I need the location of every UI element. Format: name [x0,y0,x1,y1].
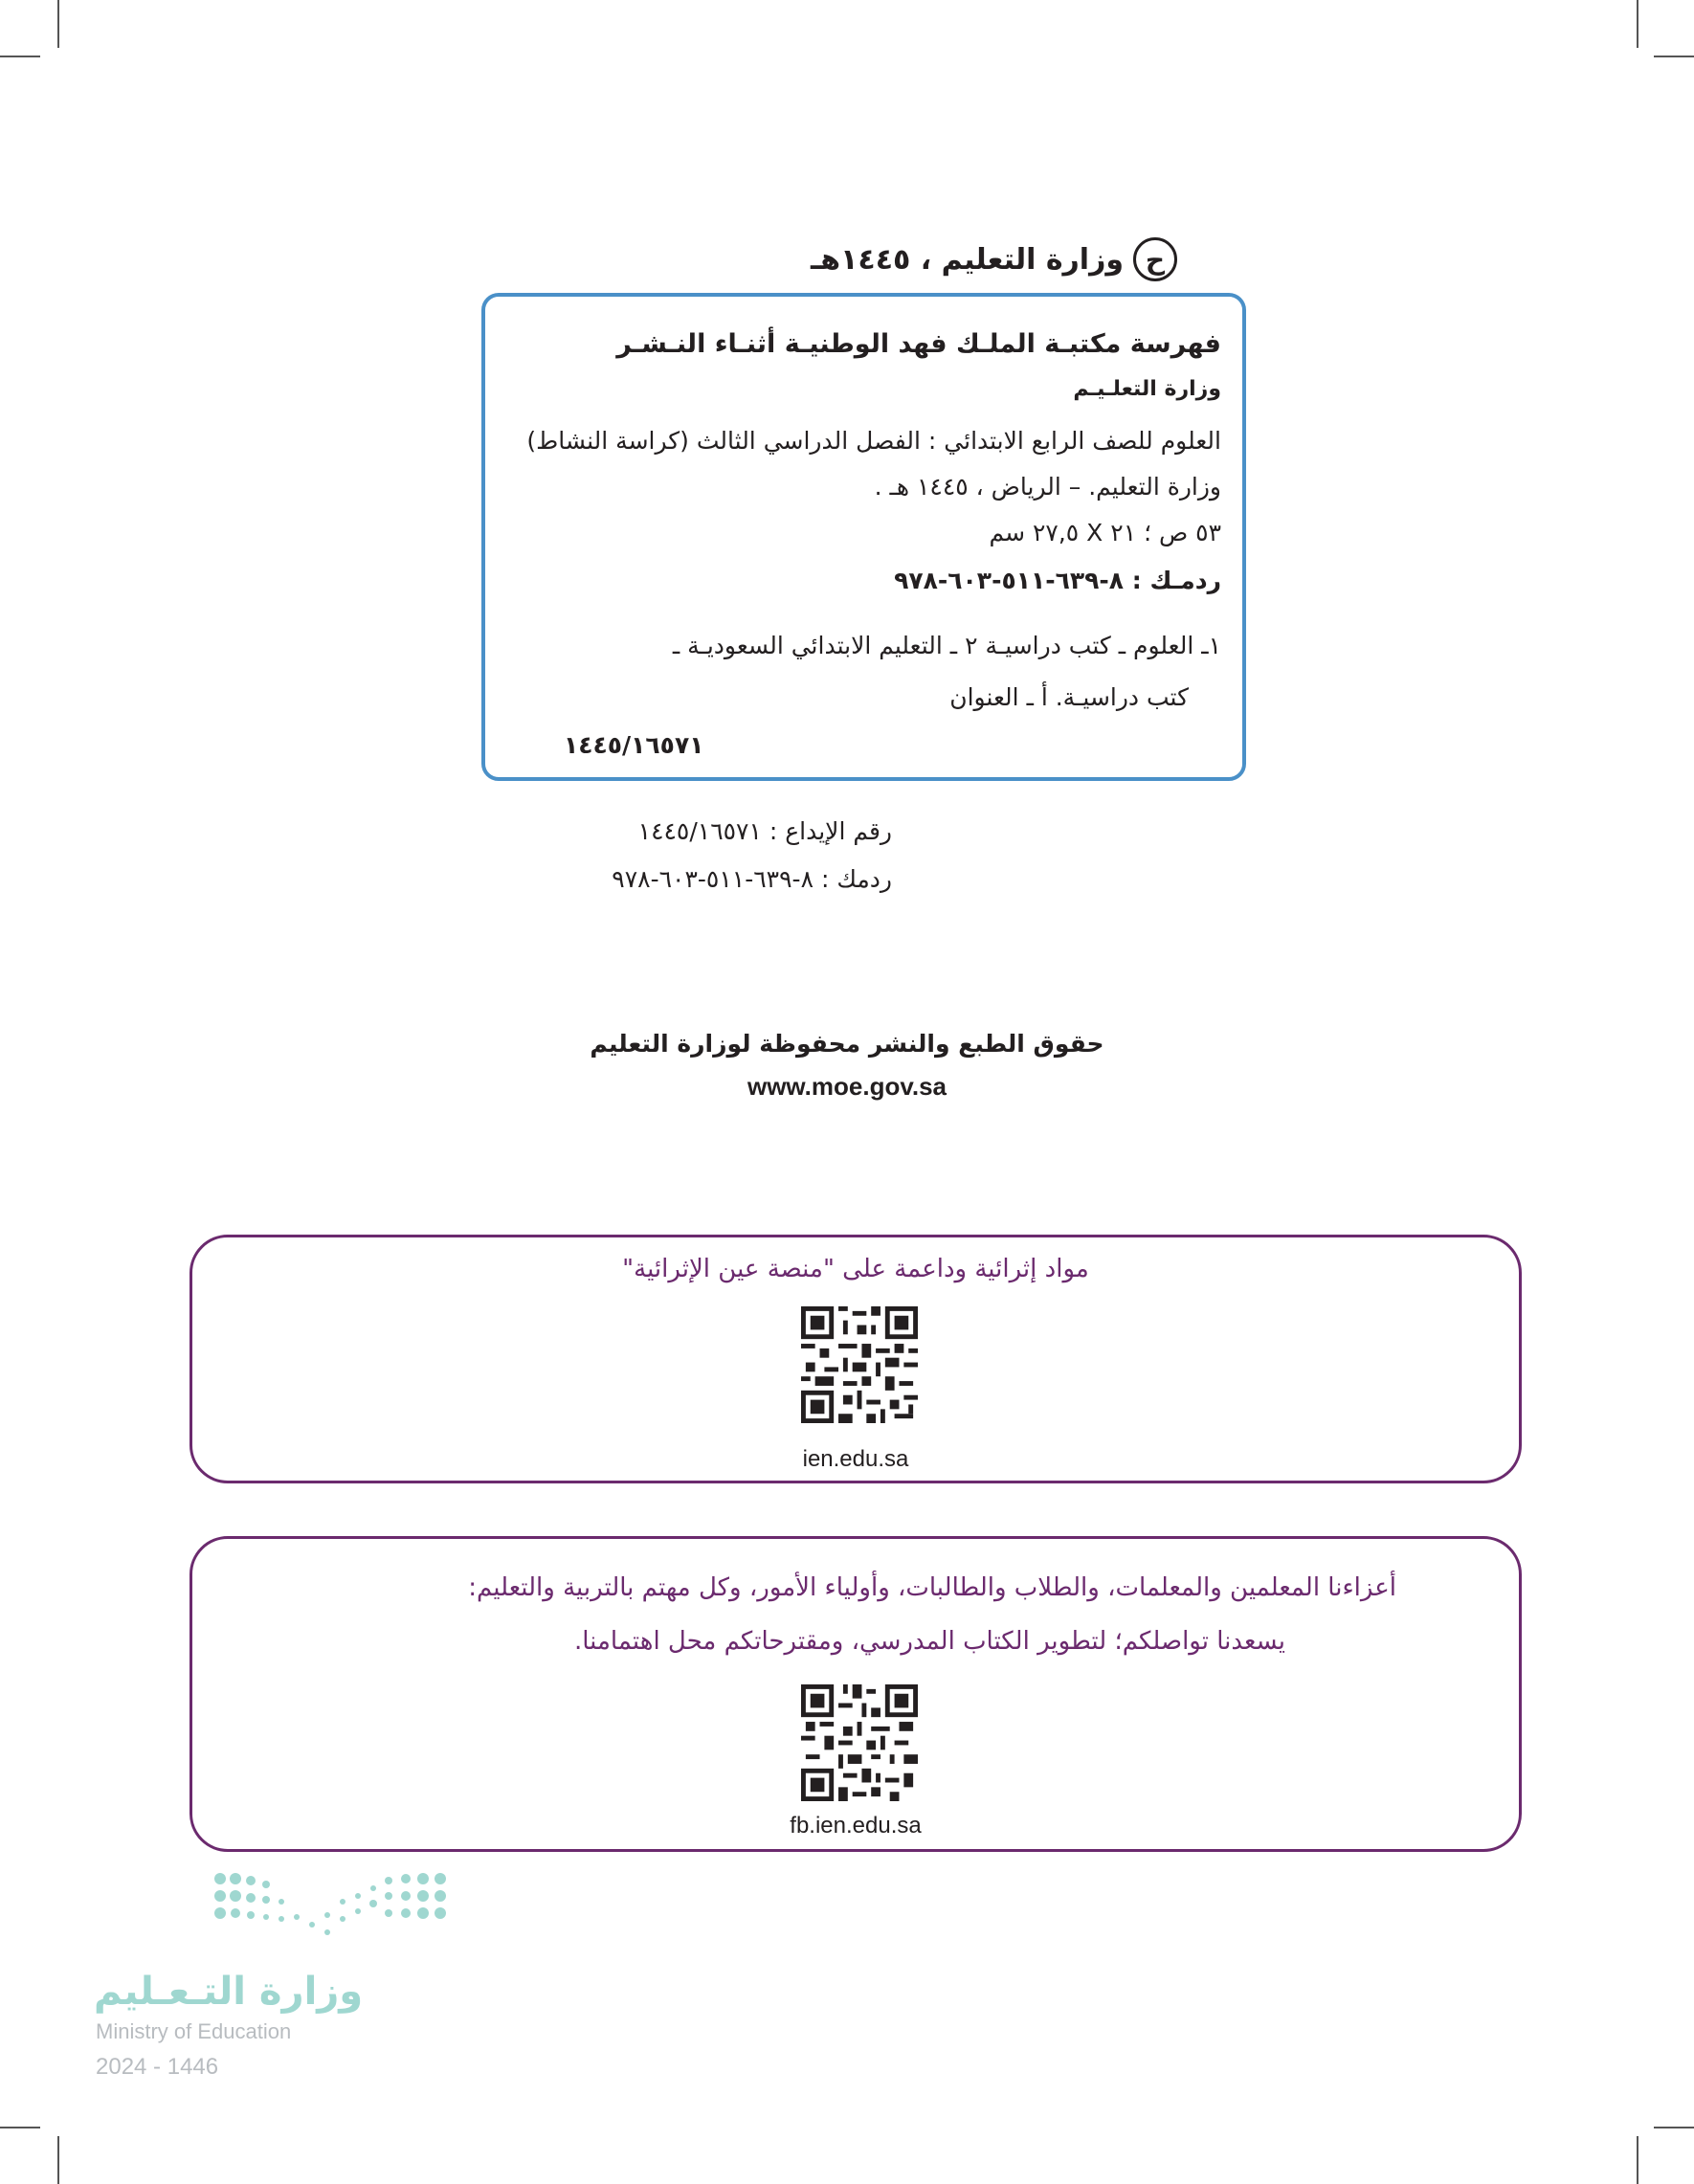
qr-code-icon[interactable] [801,1684,918,1801]
feedback-box [189,1536,1522,1852]
catalog-inner [485,297,1242,777]
rights-text: حقوق الطبع والنشر محفوظة لوزارة التعليم [590,1030,1104,1058]
ministry-name-arabic: وزارة التـعـليم [94,1970,364,2014]
crop-mark [1637,0,1638,48]
copyright-text: وزارة التعليم ، ١٤٤٥هـ [811,242,1124,277]
feedback-line1: أعزاءنا المعلمين والمعلمات، والطلاب والطالبات، وأولياء الأمور، وكل مهتم بالتربية والتعليم: [468,1573,1396,1602]
deposit-number: رقم الإيداع : ١٤٤٥/١٦٥٧١ [637,817,892,845]
catalog-line2: وزارة التعليم. – الرياض ، ١٤٤٥ هـ . [874,473,1221,501]
catalog-number: ١٤٤٥/١٦٥٧١ [564,731,704,759]
crop-mark [1654,56,1694,57]
ministry-name-english: Ministry of Education [96,2019,292,2043]
ministry-logo-icon [211,1869,450,1946]
deposit-isbn: ردمك : ٨-٦٣٩-٥١١-٦٠٣-٩٧٨ [612,865,892,893]
crop-mark [57,2136,59,2184]
catalog-title: فهرسة مكتبـة الملـك فهد الوطنيـة أثنـاء النـشـر [616,329,1221,359]
crop-mark [1654,2127,1694,2128]
catalog-box [481,293,1246,781]
crop-mark [0,2127,40,2128]
copyright-line [811,237,1177,281]
crop-mark [0,56,40,57]
website-link[interactable]: www.moe.gov.sa [747,1072,947,1101]
catalog-line1: العلوم للصف الرابع الابتدائي : الفصل الدراسي الثالث (كراسة النشاط) [526,427,1221,455]
ien-box [189,1235,1522,1483]
feedback-line2: يسعدنا تواصلكم؛ لتطوير الكتاب المدرسي، ومقترحاتكم محل اهتمامنا. [573,1627,1285,1656]
ministry-year: 2024 - 1446 [96,2054,219,2080]
catalog-subjects1: ١ـ العلوم ـ كتب دراسيـة ٢ ـ التعليم الابتدائي السعوديـة ـ [672,632,1221,659]
copyright-symbol-icon: ح [1133,237,1177,281]
ien-url[interactable]: ien.edu.sa [802,1446,909,1472]
catalog-line3: ٥٣ ص ؛ ٢١ X ٢٧,٥ سم [989,519,1221,546]
qr-code-icon[interactable] [801,1306,918,1423]
catalog-subjects2: كتب دراسيـة. أ ـ العنوان [949,683,1189,711]
feedback-url[interactable]: fb.ien.edu.sa [790,1813,922,1839]
crop-mark [1637,2136,1638,2184]
crop-mark [57,0,59,48]
catalog-author: وزارة التعلـيـم [1073,377,1221,401]
ien-heading: مواد إثرائية وداعمة على "منصة عين الإثرائية" [622,1255,1089,1283]
catalog-isbn: ردمـك : ٨-٦٣٩-٥١١-٦٠٣-٩٧٨ [894,567,1221,594]
